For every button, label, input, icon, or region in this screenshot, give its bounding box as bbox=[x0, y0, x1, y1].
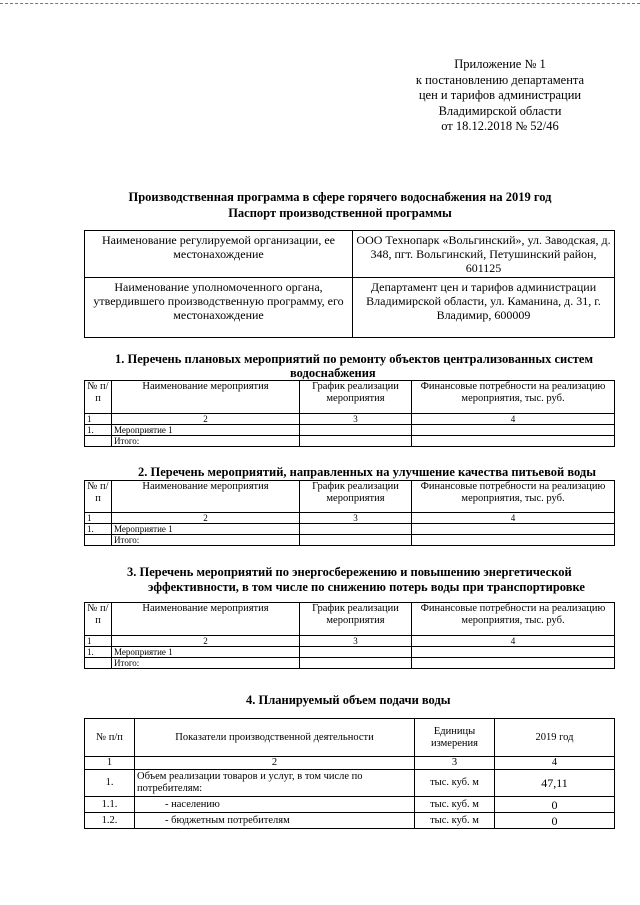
s4-header-unit: Единицы измерения bbox=[415, 719, 495, 757]
document-subtitle: Паспорт производственной программы bbox=[228, 206, 452, 220]
header-num: № п/п bbox=[85, 481, 112, 513]
total-finance bbox=[412, 436, 615, 447]
row-schedule bbox=[300, 524, 412, 535]
header-schedule: График реализации мероприятия bbox=[300, 381, 412, 414]
colnum-4: 4 bbox=[495, 757, 615, 770]
header-finance: Финансовые потребности на реализацию мероприятия, тыс. руб. bbox=[412, 481, 615, 513]
row-name: Мероприятие 1 bbox=[112, 524, 300, 535]
s4-row-unit: тыс. куб. м bbox=[415, 813, 495, 829]
s4-row-value: 0 bbox=[495, 813, 615, 829]
s4-row-unit: тыс. куб. м bbox=[415, 770, 495, 797]
annex-line: Приложение № 1 bbox=[454, 57, 546, 71]
total-num bbox=[85, 535, 112, 546]
s4-header-indicator: Показатели производственной деятельности bbox=[135, 719, 415, 757]
section3-title: 3. Перечень мероприятий по энергосбережению и повышению энергетической bbox=[127, 565, 572, 579]
annex-block bbox=[395, 57, 605, 135]
row-num: 1. bbox=[85, 524, 112, 535]
s4-row-value: 47,11 bbox=[495, 770, 615, 797]
colnum-1: 1 bbox=[85, 636, 112, 647]
header-finance: Финансовые потребности на реализацию мероприятия, тыс. руб. bbox=[412, 603, 615, 636]
section4-title: 4. Планируемый объем подачи воды bbox=[246, 693, 451, 707]
section1-title: 1. Перечень плановых мероприятий по ремонту объектов централизованных систем bbox=[115, 352, 593, 366]
s4-row-indicator: - бюджетным потребителям bbox=[135, 813, 415, 829]
document-title: Производственная программа в сфере горячего водоснабжения на 2019 год bbox=[128, 190, 552, 204]
passport-table bbox=[84, 230, 615, 338]
colnum-1: 1 bbox=[85, 414, 112, 425]
passport-authority-value: Департамент цен и тарифов администрации Владимирской области, ул. Каманина, д. 31, г. Владимир, 600009 bbox=[353, 278, 615, 338]
colnum-2: 2 bbox=[112, 636, 300, 647]
header-name: Наименование мероприятия bbox=[112, 381, 300, 414]
s4-row-num: 1.1. bbox=[85, 797, 135, 813]
total-label: Итого: bbox=[112, 535, 300, 546]
annex-line: к постановлению департамента bbox=[415, 72, 585, 87]
row-name: Мероприятие 1 bbox=[112, 425, 300, 436]
s4-row-num: 1. bbox=[85, 770, 135, 797]
row-finance bbox=[412, 425, 615, 436]
row-finance bbox=[412, 647, 615, 658]
s4-row-num: 1.2. bbox=[85, 813, 135, 829]
top-dashed-line bbox=[0, 3, 640, 4]
colnum-4: 4 bbox=[412, 414, 615, 425]
section1-table bbox=[84, 380, 615, 447]
header-schedule: График реализации мероприятия bbox=[300, 481, 412, 513]
row-finance bbox=[412, 524, 615, 535]
section2-title: 2. Перечень мероприятий, направленных на улучшение качества питьевой воды bbox=[138, 465, 596, 479]
section3-title-cont: эффективности, в том числе по снижению потерь воды при транспортировке bbox=[148, 580, 585, 594]
header-num: № п/п bbox=[85, 603, 112, 636]
section3-table bbox=[84, 602, 615, 669]
total-schedule bbox=[300, 436, 412, 447]
header-finance: Финансовые потребности на реализацию мероприятия, тыс. руб. bbox=[412, 381, 615, 414]
annex-line: от 18.12.2018 № 52/46 bbox=[441, 119, 559, 133]
colnum-3: 3 bbox=[300, 636, 412, 647]
header-num: № п/п bbox=[85, 381, 112, 414]
header-name: Наименование мероприятия bbox=[112, 481, 300, 513]
header-name: Наименование мероприятия bbox=[112, 603, 300, 636]
total-finance bbox=[412, 658, 615, 669]
s4-row-indicator: - населению bbox=[135, 797, 415, 813]
colnum-1: 1 bbox=[85, 513, 112, 524]
row-name: Мероприятие 1 bbox=[112, 647, 300, 658]
total-num bbox=[85, 436, 112, 447]
colnum-3: 3 bbox=[415, 757, 495, 770]
s4-row-unit: тыс. куб. м bbox=[415, 797, 495, 813]
colnum-3: 3 bbox=[300, 513, 412, 524]
s4-header-num: № п/п bbox=[85, 719, 135, 757]
colnum-4: 4 bbox=[412, 636, 615, 647]
colnum-4: 4 bbox=[412, 513, 615, 524]
colnum-2: 2 bbox=[112, 513, 300, 524]
colnum-2: 2 bbox=[135, 757, 415, 770]
row-num: 1. bbox=[85, 647, 112, 658]
colnum-2: 2 bbox=[112, 414, 300, 425]
total-label: Итого: bbox=[112, 436, 300, 447]
total-schedule bbox=[300, 658, 412, 669]
colnum-1: 1 bbox=[85, 757, 135, 770]
s4-row-indicator: Объем реализации товаров и услуг, в том числе по потребителям: bbox=[135, 770, 415, 797]
total-schedule bbox=[300, 535, 412, 546]
section2-table bbox=[84, 480, 615, 546]
s4-header-year: 2019 год bbox=[495, 719, 615, 757]
s4-row-value: 0 bbox=[495, 797, 615, 813]
row-num: 1. bbox=[85, 425, 112, 436]
section4-table bbox=[84, 718, 615, 829]
passport-authority-label: Наименование уполномоченного органа, утвердившего производственную программу, его местонахождение bbox=[85, 278, 353, 338]
passport-org-value: ООО Технопарк «Вольгинский», ул. Заводская, д. 348, пгт. Вольгинский, Петушинский район, 601125 bbox=[353, 231, 615, 278]
row-schedule bbox=[300, 425, 412, 436]
header-schedule: График реализации мероприятия bbox=[300, 603, 412, 636]
annex-line: цен и тарифов администрации bbox=[418, 88, 582, 102]
section1-title-cont: водоснабжения bbox=[290, 366, 376, 380]
colnum-3: 3 bbox=[300, 414, 412, 425]
passport-org-label: Наименование регулируемой организации, ее местонахождение bbox=[85, 231, 353, 278]
row-schedule bbox=[300, 647, 412, 658]
annex-line: Владимирской области bbox=[438, 103, 562, 118]
total-num bbox=[85, 658, 112, 669]
total-label: Итого: bbox=[112, 658, 300, 669]
total-finance bbox=[412, 535, 615, 546]
